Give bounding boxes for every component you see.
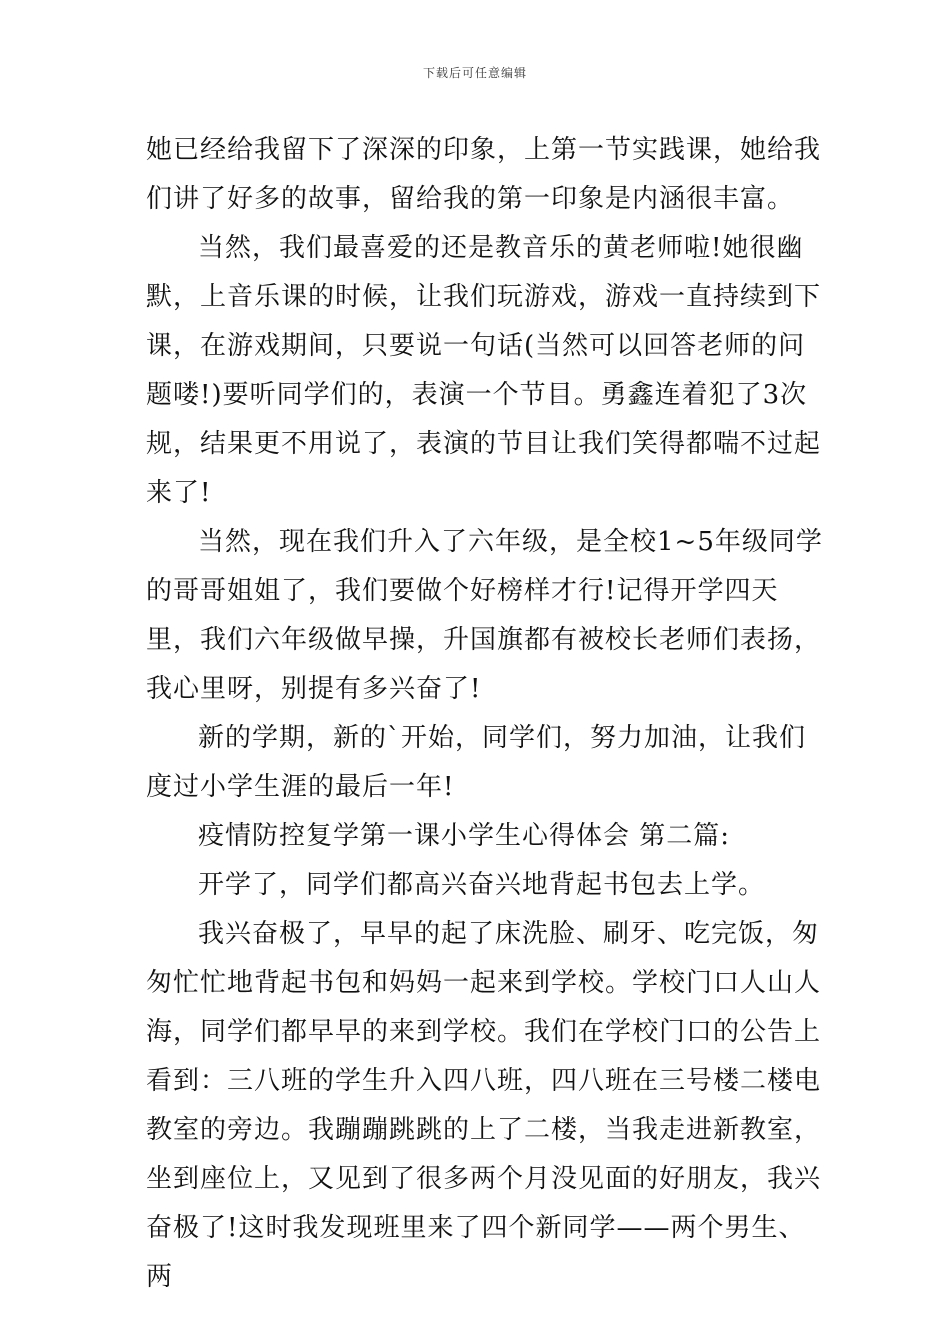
page-header: 下载后可任意编辑 [422, 66, 527, 80]
paragraph-2: 当然，我们最喜爱的还是教音乐的黄老师啦!她很幽默，上音乐课的时候，让我们玩游戏，游戏一直持续到下课，在游戏期间，只要说一句话(当然可以回答老师的问题喽!)要听同学们的，表演一个节目。勇鑫连着犯了3次规，结果更不用说了，表演的节目让我们笑得都喘不过起来了! [146, 233, 822, 508]
paragraph-3: 当然，现在我们升入了六年级，是全校1~5年级同学的哥哥姐姐了，我们要做个好榜样才行!记得开学四天里，我们六年级做早操，升国旗都有被校长老师们表扬，我心里呀，别提有多兴奋了! [146, 527, 823, 704]
document-body [146, 126, 826, 1302]
paragraph-6: 我兴奋极了，早早的起了床洗脸、刷牙、吃完饭，匆匆忙忙地背起书包和妈妈一起来到学校。学校门口人山人海，同学们都早早的来到学校。我们在学校门口的公告上看到：三八班的学生升入四八班，四八班在三号楼二楼电教室的旁边。我蹦蹦跳跳的上了二楼，当我走进新教室，坐到座位上，又见到了很多两个月没见面的好朋友，我兴奋极了!这时我发现班里来了四个新同学——两个男生、两 [146, 919, 822, 1292]
paragraph-5: 开学了，同学们都高兴奋兴地背起书包去上学。 [198, 870, 766, 900]
paragraph-4: 新的学期，新的`开始，同学们，努力加油，让我们度过小学生涯的最后一年! [146, 723, 807, 802]
paragraph-1: 她已经给我留下了深深的印象，上第一节实践课，她给我们讲了好多的故事，留给我的第一印象是内涵很丰富。 [146, 135, 822, 214]
section-heading: 疫情防控复学第一课小学生心得体会 第二篇: [198, 821, 731, 851]
